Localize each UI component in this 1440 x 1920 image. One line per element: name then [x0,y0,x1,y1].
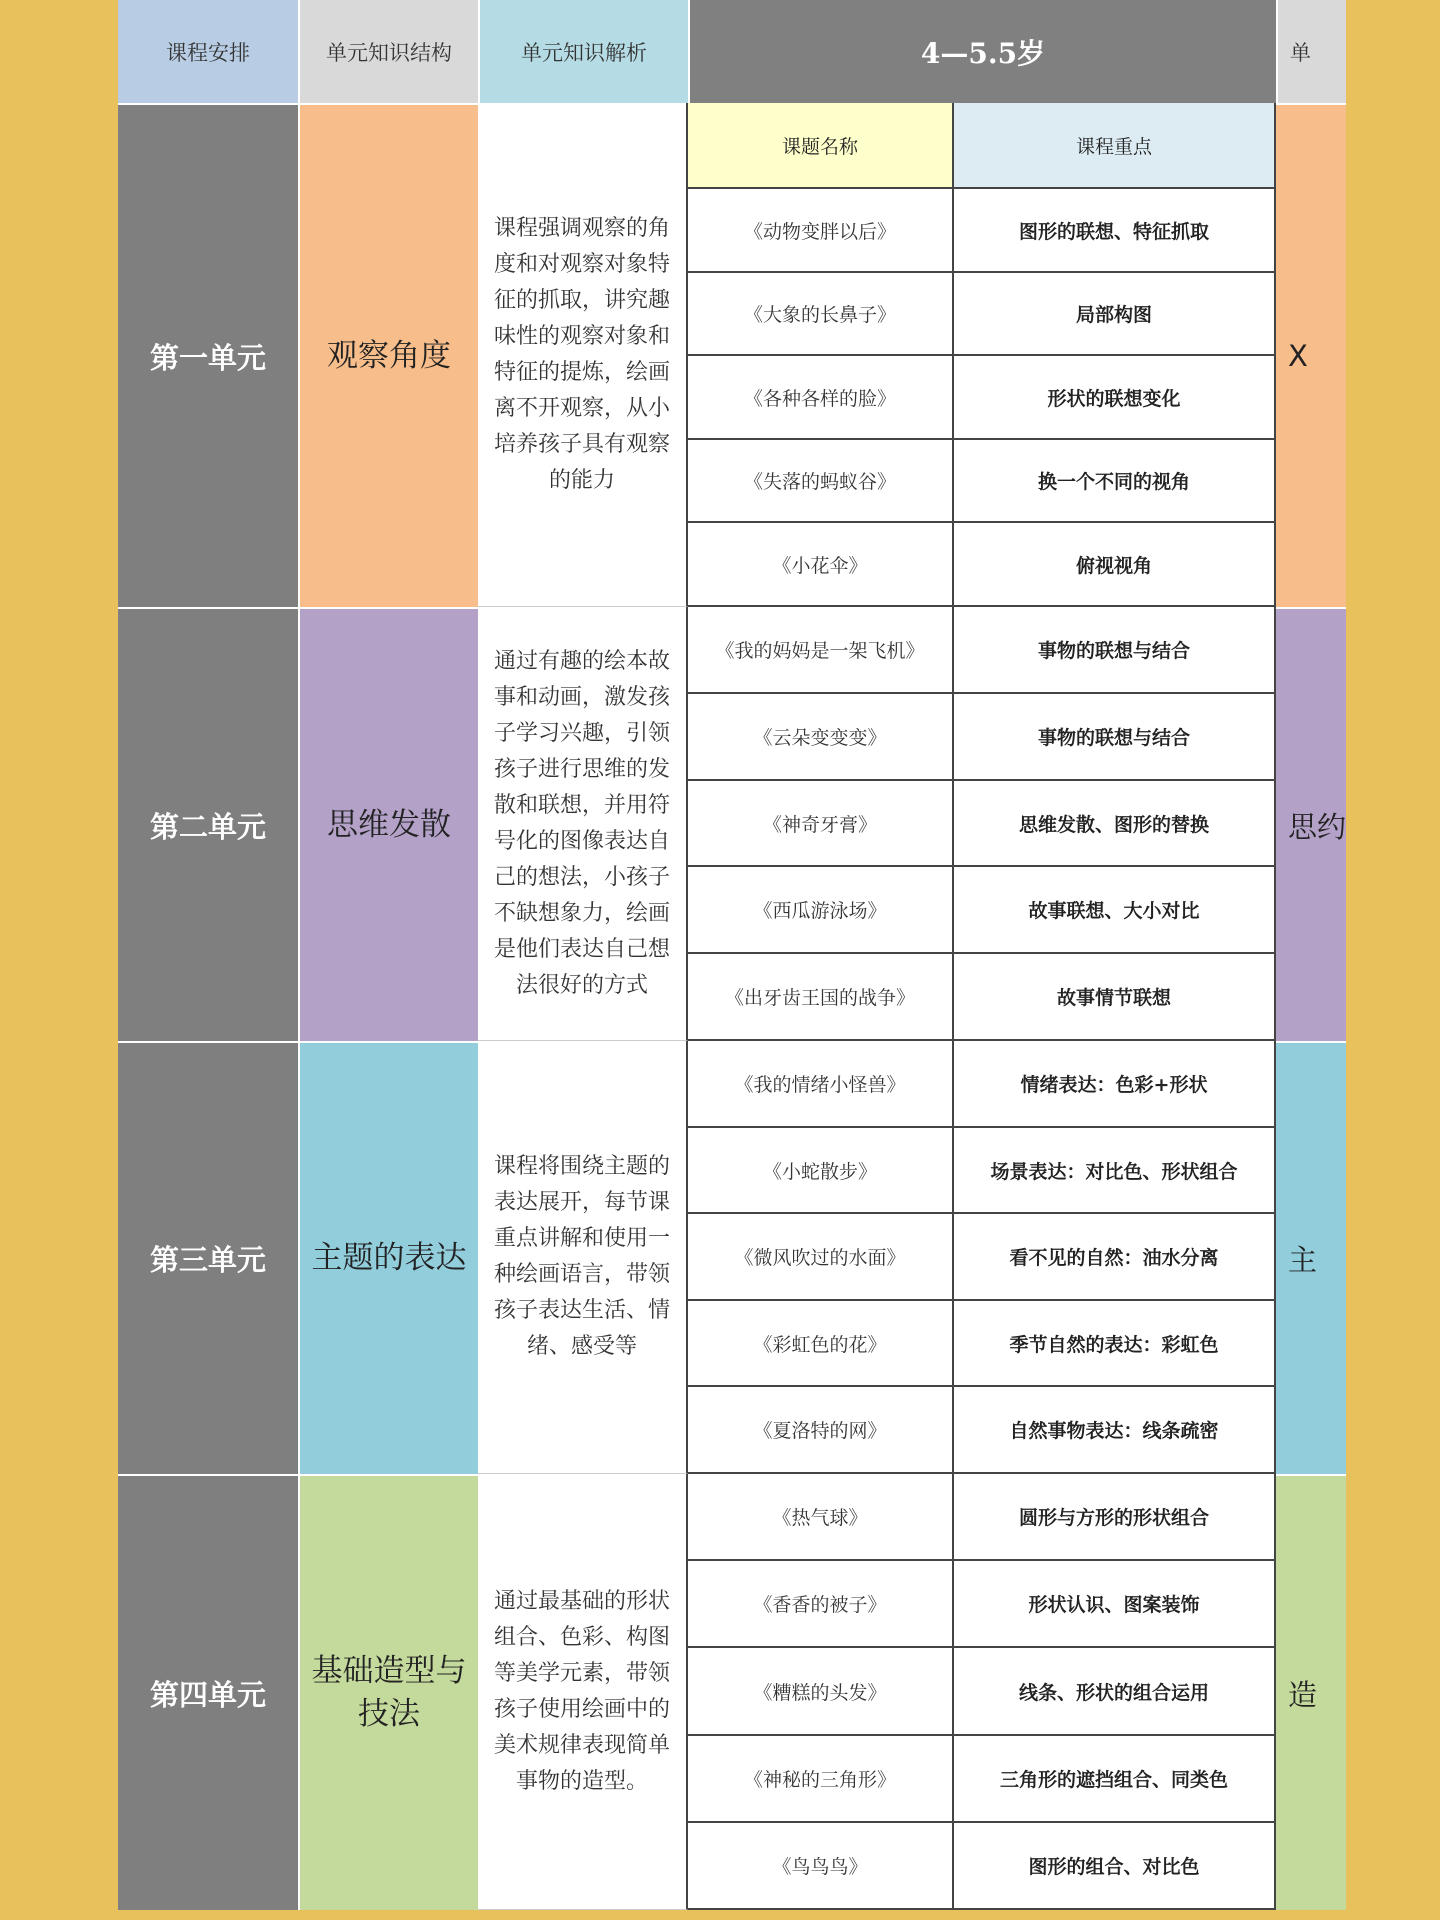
unit-description: 通过有趣的绘本故事和动画，激发孩子学习兴趣，引领孩子进行思维的发散和联想，并用符号化的图像表达自己的想法，小孩子不缺想象力，绘画是他们表达自己想法很好的方式 [478,607,688,1041]
lesson-focus: 故事情节联想 [954,954,1276,1041]
lesson-focus: 三角形的遮挡组合、同类色 [954,1736,1276,1823]
lesson-title: 《香香的被子》 [688,1561,954,1648]
header-cut-off: 单 [1276,0,1346,103]
lesson-title: 《云朵变变变》 [688,694,954,781]
unit-description: 通过最基础的形状组合、色彩、构图等美学元素，带领孩子使用绘画中的美术规律表现简单事物的造型。 [478,1474,688,1910]
lesson-focus: 形状认识、图案装饰 [954,1561,1276,1648]
lesson-title: 《各种各样的脸》 [688,356,954,440]
lesson-title: 《糟糕的头发》 [688,1648,954,1736]
lesson-focus: 线条、形状的组合运用 [954,1648,1276,1736]
unit-description: 课程强调观察的角度和对观察对象特征的抓取，讲究趣味性的观察对象和特征的提炼，绘画离不开观察，从小培养孩子具有观察的能力 [478,103,688,607]
lesson-focus: 情绪表达：色彩+形状 [954,1041,1276,1128]
course-table [118,0,1347,1910]
lesson-focus: 俯视视角 [954,523,1276,607]
lesson-title: 《热气球》 [688,1474,954,1561]
lesson-focus: 事物的联想与结合 [954,694,1276,781]
unit-structure: 基础造型与技法 [298,1474,478,1910]
header-unit-structure: 单元知识结构 [298,0,478,103]
subheader-lesson-focus: 课程重点 [954,103,1276,189]
unit-structure: 观察角度 [298,103,478,607]
lesson-title: 《小花伞》 [688,523,954,607]
lesson-title: 《我的妈妈是一架飞机》 [688,607,954,694]
lesson-focus: 看不见的自然：油水分离 [954,1214,1276,1301]
lesson-focus: 场景表达：对比色、形状组合 [954,1128,1276,1214]
lesson-focus: 局部构图 [954,273,1276,356]
lesson-focus: 事物的联想与结合 [954,607,1276,694]
unit-structure: 主题的表达 [298,1041,478,1474]
lesson-title: 《失落的蚂蚁谷》 [688,440,954,523]
unit-name: 第三单元 [118,1041,298,1474]
unit-description: 课程将围绕主题的表达展开，每节课重点讲解和使用一种绘画语言，带领孩子表达生活、情绪、感受等 [478,1041,688,1474]
unit-cut-label: 主 [1276,1041,1346,1474]
unit-structure: 思维发散 [298,607,478,1041]
lesson-title: 《彩虹色的花》 [688,1301,954,1387]
lesson-focus: 形状的联想变化 [954,356,1276,440]
lesson-title: 《微风吹过的水面》 [688,1214,954,1301]
lesson-focus: 思维发散、图形的替换 [954,781,1276,867]
lesson-focus: 自然事物表达：线条疏密 [954,1387,1276,1474]
subheader-lesson-title: 课题名称 [688,103,954,189]
lesson-focus: 季节自然的表达：彩虹色 [954,1301,1276,1387]
unit-name: 第一单元 [118,103,298,607]
unit-name: 第四单元 [118,1474,298,1910]
lesson-focus: 故事联想、大小对比 [954,867,1276,954]
unit-cut-label: 思约 [1276,607,1346,1041]
lesson-focus: 图形的联想、特征抓取 [954,189,1276,273]
unit-cut-label: 造 [1276,1474,1346,1910]
header-unit-analysis: 单元知识解析 [478,0,688,103]
lesson-focus: 圆形与方形的形状组合 [954,1474,1276,1561]
lesson-title: 《神奇牙膏》 [688,781,954,867]
lesson-title: 《夏洛特的网》 [688,1387,954,1474]
lesson-title: 《出牙齿王国的战争》 [688,954,954,1041]
lesson-title: 《动物变胖以后》 [688,189,954,273]
unit-name: 第二单元 [118,607,298,1041]
header-course-schedule: 课程安排 [118,0,298,103]
lesson-title: 《大象的长鼻子》 [688,273,954,356]
lesson-title: 《神秘的三角形》 [688,1736,954,1823]
unit-cut-label: X [1276,103,1346,607]
lesson-title: 《小蛇散步》 [688,1128,954,1214]
lesson-title: 《西瓜游泳场》 [688,867,954,954]
lesson-focus: 图形的组合、对比色 [954,1823,1276,1910]
header-age-range: 4—5.5岁 [688,0,1276,103]
lesson-focus: 换一个不同的视角 [954,440,1276,523]
lesson-title: 《鸟鸟鸟》 [688,1823,954,1910]
lesson-title: 《我的情绪小怪兽》 [688,1041,954,1128]
